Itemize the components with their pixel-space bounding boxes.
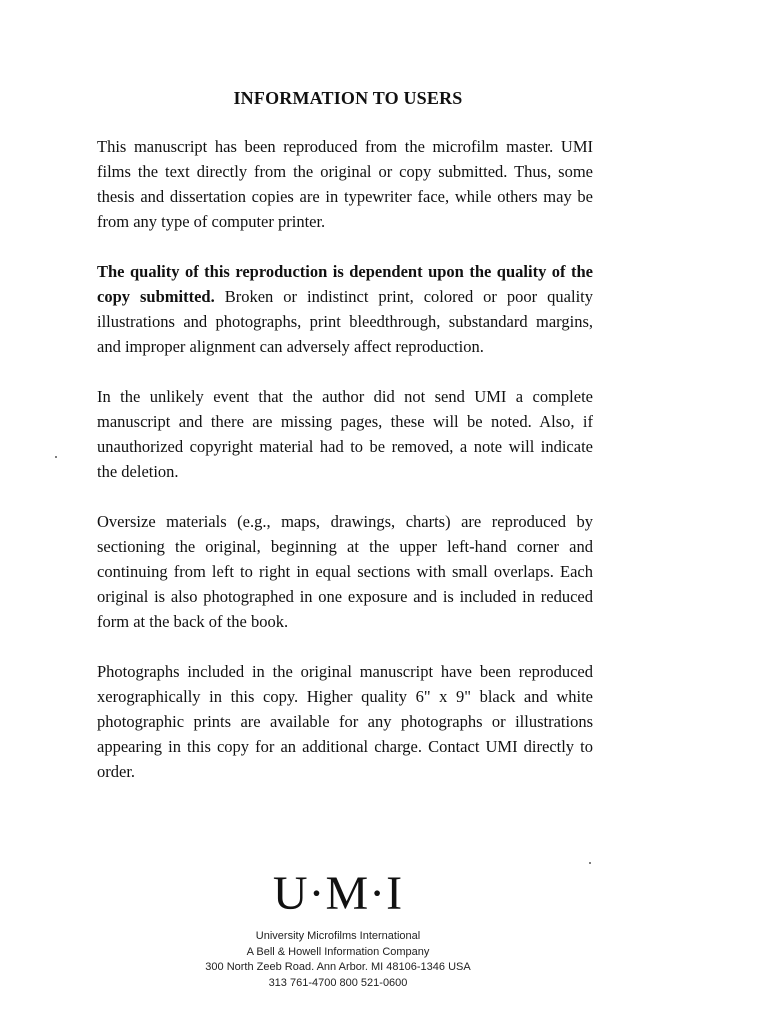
page-title: INFORMATION TO USERS bbox=[233, 88, 463, 108]
paragraph-microfilm-master: This manuscript has been reproduced from the microfilm master. UMI films the text directly from the original or copy submitted. Thus, some thesis and dissertation copies are in typewriter face, while others may be from any type of computer printer. bbox=[97, 137, 593, 231]
scan-speck bbox=[589, 862, 591, 864]
paragraph-missing-pages: In the unlikely event that the author did not send UMI a complete manuscript and there are missing pages, these will be noted. Also, if unauthorized copyright material had to be removed, a note will indicate the deletion. bbox=[97, 387, 593, 481]
umi-logo: U·M·I bbox=[272, 867, 404, 920]
quality-statement-bold: The quality of this reproduction is dependent upon the quality of the copy submitted. bbox=[97, 262, 593, 306]
publisher-street: 300 North Zeeb Road. Ann Arbor. MI 48106-1346 USA bbox=[205, 961, 471, 973]
paragraph-oversize-materials: Oversize materials (e.g., maps, drawings, charts) are reproduced by sectioning the original, beginning at the upper left-hand corner and continuing from left to right in equal sections with small overlaps. Each original is also photographed in one exposure and is included in reduced form at the back of the book. bbox=[97, 512, 593, 631]
quality-statement-rest: Broken or indistinct print, colored or poor quality illustrations and photographs, print bleedthrough, substandard margins, and improper alignment can adversely affect reproduction. bbox=[97, 287, 593, 356]
publisher-address bbox=[0, 929, 676, 991]
scan-speck bbox=[55, 456, 57, 458]
publisher-phone: 313 761-4700 800 521-0600 bbox=[268, 976, 408, 989]
paragraph-reproduction-quality bbox=[97, 259, 593, 359]
publisher-name: University Microfilms International bbox=[255, 930, 421, 942]
paragraph-photographs: Photographs included in the original manuscript have been reproduced xerographically in this copy. Higher quality 6" x 9" black and white photographic prints are available for any photographs or illustrations appearing in this copy for an additional charge. Contact UMI directly to order. bbox=[97, 662, 593, 781]
publisher-company: A Bell & Howell Information Company bbox=[246, 945, 430, 958]
